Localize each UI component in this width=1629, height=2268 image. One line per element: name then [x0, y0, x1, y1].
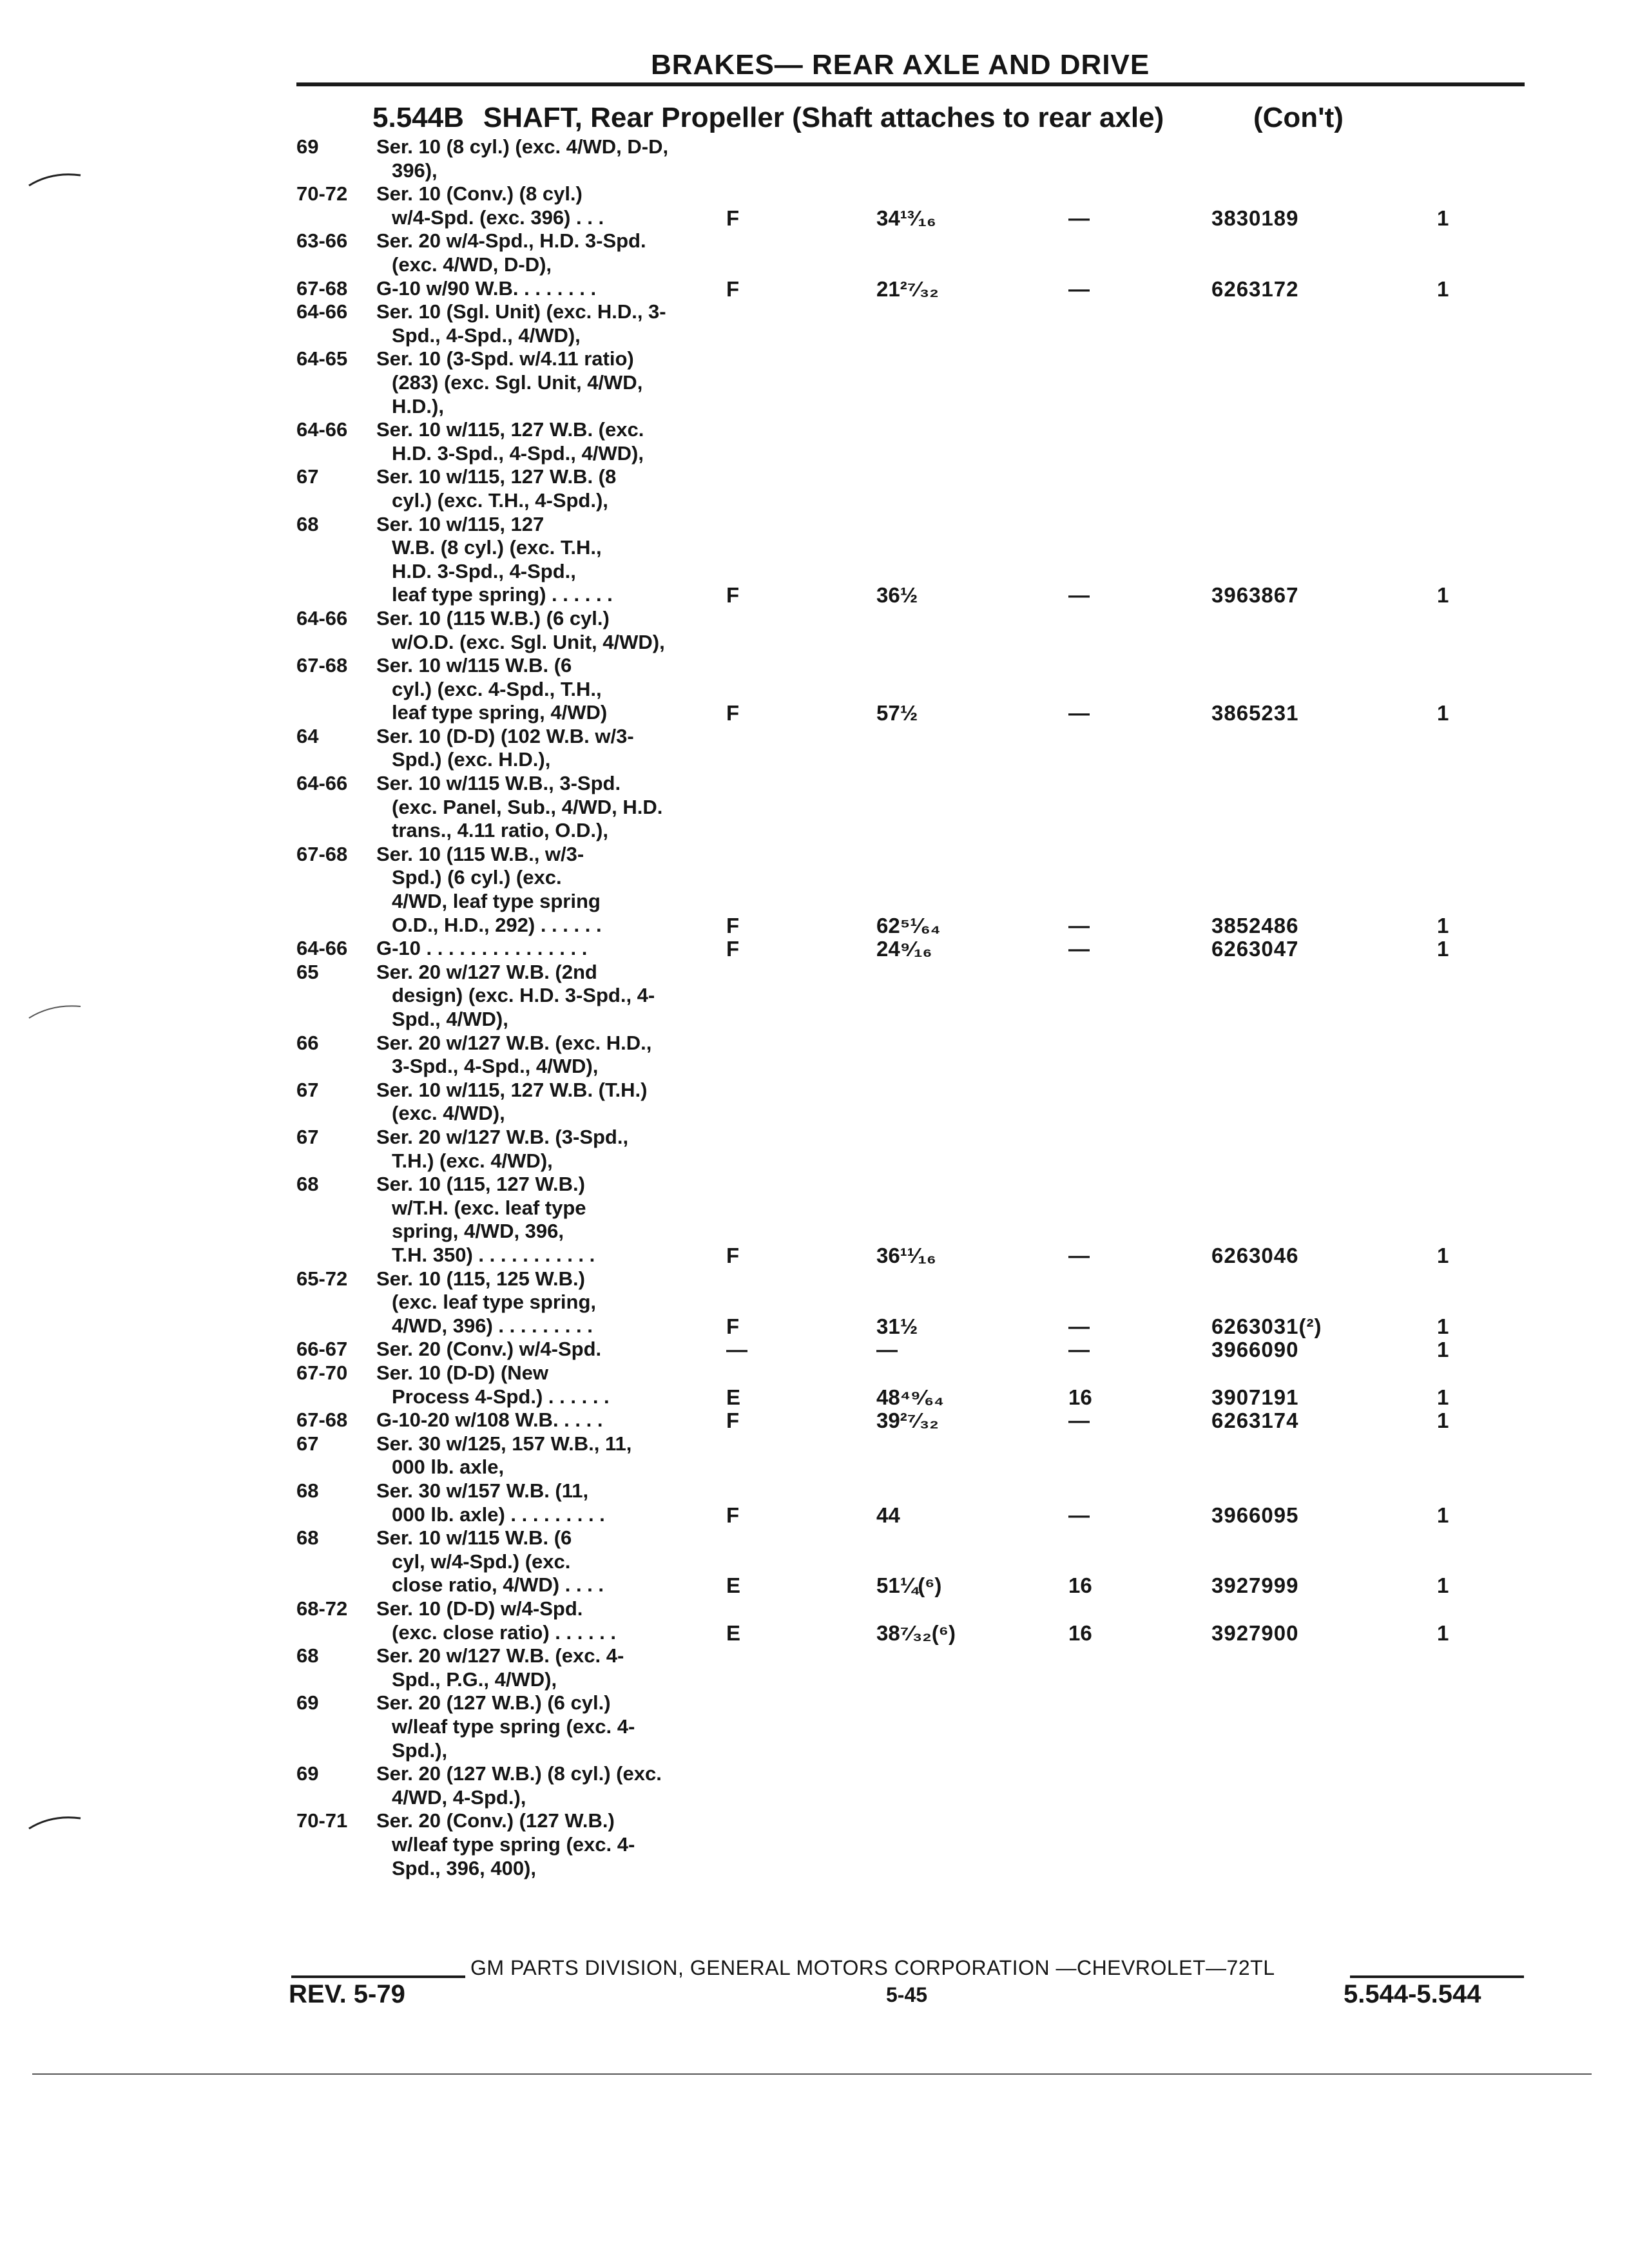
- application-description: [376, 1032, 737, 1079]
- description-line: Ser. 20 (Conv.) w/4-Spd.: [376, 1338, 602, 1361]
- description-line: w/leaf type spring (exc. 4-: [392, 1832, 635, 1856]
- description-line: leaf type spring, 4/WD): [392, 701, 608, 724]
- description-line: close ratio, 4/WD) . . . .: [392, 1573, 604, 1597]
- description-line: Ser. 10 (115 W.B.) (6 cyl.): [376, 606, 610, 629]
- description-line: Ser. 20 w/127 W.B. (exc. 4-: [376, 1644, 624, 1667]
- parts-row: [0, 182, 1629, 229]
- application-description: [376, 1762, 737, 1809]
- quantity: 1: [1437, 1244, 1449, 1268]
- application-description: [376, 1526, 737, 1597]
- description-line: Ser. 10 w/115, 127 W.B. (8: [376, 465, 617, 488]
- model-year: 67: [296, 1126, 319, 1149]
- parts-row: [0, 937, 1629, 961]
- model-year: 68: [296, 512, 319, 535]
- parts-row: [0, 300, 1629, 347]
- description-line: 000 lb. axle,: [392, 1456, 505, 1479]
- description-line: (exc. leaf type spring,: [392, 1291, 596, 1314]
- model-year: 65-72: [296, 1267, 348, 1290]
- footer-publisher: GM PARTS DIVISION, GENERAL MOTORS CORPORATION —CHEVROLET—72TL: [470, 1956, 1275, 1979]
- application-description: [376, 1361, 737, 1408]
- shaft-length: 38⁷⁄₃₂(⁶): [876, 1620, 956, 1645]
- part-number: 3852486: [1211, 913, 1299, 937]
- continued-label: (Con't): [1253, 102, 1344, 133]
- model-year: 66-67: [296, 1338, 348, 1361]
- group-number: —: [1068, 937, 1090, 961]
- description-line: Ser. 10 w/115, 127 W.B. (T.H.): [376, 1078, 648, 1101]
- application-description: [376, 1597, 737, 1644]
- description-line: Ser. 10 (115, 125 W.B.): [376, 1267, 585, 1290]
- application-description: [376, 276, 740, 301]
- group-number: —: [1068, 1503, 1090, 1527]
- group-number: —: [1068, 276, 1090, 301]
- description-line: Spd., 4/WD),: [392, 1008, 508, 1031]
- model-year: 67-68: [296, 1408, 348, 1432]
- application-description: [376, 1408, 740, 1433]
- description-line: O.D., H.D., 292) . . . . . .: [392, 913, 602, 936]
- description-line: 4/WD, 4-Spd.),: [392, 1785, 526, 1809]
- quantity: 1: [1437, 276, 1449, 301]
- application-description: [376, 418, 737, 465]
- model-year: 67: [296, 1432, 319, 1455]
- application-description: [376, 607, 737, 654]
- shaft-type-code: E: [726, 1385, 741, 1409]
- shaft-type-code: F: [726, 276, 740, 301]
- parts-row: [0, 347, 1629, 418]
- parts-row: [0, 135, 1629, 182]
- part-number: 3907191: [1211, 1385, 1299, 1409]
- description-line: G-10 . . . . . . . . . . . . . . .: [376, 937, 588, 960]
- model-year: 64-66: [296, 937, 348, 960]
- description-line: 000 lb. axle) . . . . . . . . .: [392, 1503, 605, 1526]
- shaft-type-code: E: [726, 1573, 741, 1598]
- parts-row: [0, 465, 1629, 512]
- description-line: Ser. 20 w/4-Spd., H.D. 3-Spd.: [376, 229, 646, 253]
- part-number: 6263174: [1211, 1408, 1299, 1433]
- parts-row: [0, 654, 1629, 725]
- parts-row: [0, 772, 1629, 843]
- part-number: 6263047: [1211, 937, 1299, 961]
- description-line: 3-Spd., 4-Spd., 4/WD),: [392, 1055, 599, 1078]
- description-line: (exc. 4/WD, D-D),: [392, 253, 552, 276]
- description-line: trans., 4.11 ratio, O.D.),: [392, 819, 608, 842]
- parts-row: [0, 1126, 1629, 1173]
- description-line: Ser. 20 (127 W.B.) (6 cyl.): [376, 1691, 611, 1715]
- description-line: cyl.) (exc. T.H., 4-Spd.),: [392, 488, 608, 512]
- description-line: Spd.),: [392, 1738, 448, 1762]
- model-year: 64-66: [296, 606, 348, 629]
- part-number: 3865231: [1211, 701, 1299, 726]
- parts-row: [0, 1644, 1629, 1691]
- description-line: G-10 w/90 W.B. . . . . . . .: [376, 276, 597, 300]
- description-line: Ser. 10 (Sgl. Unit) (exc. H.D., 3-: [376, 300, 666, 323]
- quantity: 1: [1437, 701, 1449, 726]
- parts-list: [0, 135, 1629, 1880]
- description-line: 4/WD, 396) . . . . . . . . .: [392, 1314, 593, 1337]
- model-year: 68-72: [296, 1597, 348, 1620]
- application-description: [376, 1432, 737, 1479]
- group-number: —: [1068, 701, 1090, 726]
- parts-row: [0, 843, 1629, 937]
- model-year: 70-72: [296, 182, 348, 206]
- application-description: [376, 347, 737, 418]
- description-line: w/4-Spd. (exc. 396) . . .: [392, 206, 604, 229]
- group-number: —: [1068, 1244, 1090, 1268]
- description-line: Ser. 20 w/127 W.B. (3-Spd.,: [376, 1126, 629, 1149]
- shaft-length: 51¼(⁶): [876, 1573, 942, 1598]
- page-header-title: BRAKES— REAR AXLE AND DRIVE: [651, 49, 1150, 81]
- model-year: 69: [296, 135, 319, 158]
- description-line: Process 4-Spd.) . . . . . .: [392, 1385, 610, 1408]
- part-number: 6263031(²): [1211, 1314, 1322, 1338]
- shaft-type-code: F: [726, 1314, 740, 1338]
- description-line: (exc. 4/WD),: [392, 1102, 505, 1125]
- parts-row: [0, 1526, 1629, 1597]
- shaft-type-code: F: [726, 701, 740, 726]
- application-description: [376, 961, 737, 1032]
- quantity: 1: [1437, 913, 1449, 937]
- description-line: Ser. 30 w/125, 157 W.B., 11,: [376, 1432, 632, 1455]
- model-year: 68: [296, 1173, 319, 1196]
- model-year: 64: [296, 724, 319, 747]
- application-description: [376, 229, 737, 276]
- model-year: 67-68: [296, 276, 348, 300]
- description-line: H.D.),: [392, 394, 444, 418]
- application-description: [376, 512, 740, 608]
- quantity: 1: [1437, 1573, 1449, 1598]
- description-line: H.D. 3-Spd., 4-Spd.,: [392, 559, 576, 582]
- quantity: 1: [1437, 206, 1449, 230]
- model-year: 64-66: [296, 418, 348, 441]
- description-line: 396),: [392, 159, 438, 182]
- shaft-type-code: F: [726, 583, 740, 608]
- page-range: 5.544-5.544: [1344, 1980, 1481, 2008]
- shaft-length: 34¹³⁄₁₆: [876, 206, 936, 230]
- model-year: 67-68: [296, 654, 348, 677]
- description-line: G-10-20 w/108 W.B. . . . .: [376, 1408, 603, 1432]
- model-year: 64-66: [296, 300, 348, 323]
- application-description: [376, 465, 737, 512]
- quantity: 1: [1437, 1385, 1449, 1409]
- parts-row: [0, 1408, 1629, 1432]
- group-number: —: [1068, 913, 1090, 937]
- description-line: spring, 4/WD, 396,: [392, 1220, 564, 1243]
- part-number: 3927900: [1211, 1620, 1299, 1645]
- group-number: —: [1068, 206, 1090, 230]
- description-line: leaf type spring) . . . . . .: [392, 583, 613, 606]
- model-year: 68: [296, 1644, 319, 1667]
- parts-row: [0, 961, 1629, 1032]
- section-number: 5.544B: [372, 102, 464, 133]
- group-number: 16: [1068, 1385, 1092, 1409]
- application-description: [376, 937, 740, 961]
- shaft-type-code: F: [726, 1408, 740, 1433]
- model-year: 66: [296, 1031, 319, 1054]
- part-number: 3927999: [1211, 1573, 1299, 1598]
- description-line: (exc. close ratio) . . . . . .: [392, 1620, 617, 1644]
- application-description: [376, 135, 737, 182]
- header-rule: [296, 82, 1525, 86]
- parts-row: [0, 1338, 1629, 1361]
- parts-row: [0, 1691, 1629, 1762]
- section-name: SHAFT, Rear Propeller (Shaft attaches to rear axle): [483, 102, 1164, 133]
- part-number: 3966090: [1211, 1338, 1299, 1362]
- group-number: 16: [1068, 1573, 1092, 1598]
- shaft-length: —: [876, 1338, 898, 1362]
- model-year: 69: [296, 1762, 319, 1785]
- shaft-type-code: F: [726, 937, 740, 961]
- shaft-type-code: E: [726, 1620, 741, 1645]
- part-number: 6263172: [1211, 276, 1299, 301]
- revision-date: REV. 5-79: [289, 1980, 405, 2008]
- section-title: [372, 102, 1344, 134]
- quantity: 1: [1437, 937, 1449, 961]
- description-line: w/T.H. (exc. leaf type: [392, 1196, 586, 1219]
- quantity: 1: [1437, 1314, 1449, 1338]
- description-line: (283) (exc. Sgl. Unit, 4/WD,: [392, 370, 643, 394]
- model-year: 70-71: [296, 1809, 348, 1832]
- description-line: w/leaf type spring (exc. 4-: [392, 1715, 635, 1738]
- description-line: Spd., P.G., 4/WD),: [392, 1667, 557, 1691]
- parts-row: [0, 1267, 1629, 1338]
- group-number: —: [1068, 1314, 1090, 1338]
- group-number: 16: [1068, 1620, 1092, 1645]
- shaft-length: 44: [876, 1503, 900, 1527]
- part-number: 3830189: [1211, 206, 1299, 230]
- model-year: 64-66: [296, 772, 348, 795]
- shaft-length: 57½: [876, 701, 918, 726]
- model-year: 69: [296, 1691, 319, 1715]
- application-description: [376, 772, 737, 843]
- description-line: Ser. 10 (D-D) (102 W.B. w/3-: [376, 724, 634, 747]
- description-line: Ser. 10 w/115 W.B., 3-Spd.: [376, 772, 621, 795]
- description-line: Ser. 20 w/127 W.B. (2nd: [376, 960, 597, 983]
- description-line: T.H.) (exc. 4/WD),: [392, 1149, 553, 1172]
- parts-row: [0, 1079, 1629, 1126]
- parts-row: [0, 513, 1629, 607]
- footer-rule-left: [291, 1975, 465, 1978]
- binder-hole-mark-icon: [26, 1809, 84, 1835]
- description-line: Spd., 4-Spd., 4/WD),: [392, 323, 581, 347]
- description-line: Ser. 20 (127 W.B.) (8 cyl.) (exc.: [376, 1762, 662, 1785]
- shaft-type-code: —: [726, 1338, 747, 1362]
- group-number: —: [1068, 1408, 1090, 1433]
- description-line: H.D. 3-Spd., 4-Spd., 4/WD),: [392, 441, 644, 465]
- parts-row: [0, 607, 1629, 654]
- parts-row: [0, 418, 1629, 465]
- model-year: 67: [296, 465, 319, 488]
- description-line: Ser. 10 w/115, 127 W.B. (exc.: [376, 418, 644, 441]
- parts-row: [0, 1432, 1629, 1479]
- application-description: [376, 300, 737, 347]
- application-description: [376, 1173, 740, 1268]
- parts-row: [0, 1173, 1629, 1267]
- binder-hole-mark-icon: [26, 166, 84, 192]
- application-description: [376, 654, 740, 726]
- application-description: [376, 1644, 737, 1691]
- parts-row: [0, 1597, 1629, 1644]
- description-line: Ser. 10 (8 cyl.) (exc. 4/WD, D-D,: [376, 135, 669, 158]
- description-line: (exc. Panel, Sub., 4/WD, H.D.: [392, 795, 663, 818]
- shaft-type-code: F: [726, 1503, 740, 1527]
- shaft-length: 24⁹⁄₁₆: [876, 937, 932, 961]
- shaft-type-code: F: [726, 206, 740, 230]
- footer-rule-right: [1350, 1975, 1524, 1978]
- binder-hole-mark-icon: [26, 997, 84, 1023]
- parts-row: [0, 1762, 1629, 1809]
- model-year: 68: [296, 1526, 319, 1550]
- part-number: 3963867: [1211, 583, 1299, 608]
- application-description: [376, 1809, 737, 1880]
- shaft-type-code: F: [726, 913, 740, 937]
- description-line: Ser. 10 (D-D) (New: [376, 1361, 549, 1384]
- application-description: [376, 1479, 740, 1527]
- description-line: cyl.) (exc. 4-Spd., T.H.,: [392, 677, 602, 700]
- application-description: [376, 842, 740, 937]
- description-line: w/O.D. (exc. Sgl. Unit, 4/WD),: [392, 630, 665, 653]
- application-description: [376, 182, 740, 230]
- part-number: 3966095: [1211, 1503, 1299, 1527]
- description-line: Ser. 10 w/115, 127: [376, 512, 545, 535]
- parts-row: [0, 1809, 1629, 1880]
- model-year: 64-65: [296, 347, 348, 370]
- shaft-length: 36¹¹⁄₁₆: [876, 1244, 936, 1268]
- description-line: Ser. 10 (D-D) w/4-Spd.: [376, 1597, 583, 1620]
- quantity: 1: [1437, 1620, 1449, 1645]
- shaft-length: 31½: [876, 1314, 918, 1338]
- description-line: Ser. 10 (115, 127 W.B.): [376, 1173, 585, 1196]
- scan-edge-line: [32, 2073, 1592, 2075]
- application-description: [376, 1126, 737, 1173]
- quantity: 1: [1437, 1338, 1449, 1362]
- quantity: 1: [1437, 1503, 1449, 1527]
- parts-row: [0, 229, 1629, 276]
- shaft-length: 21²⁷⁄₃₂: [876, 276, 939, 301]
- model-year: 65: [296, 960, 319, 983]
- description-line: Spd.) (exc. H.D.),: [392, 748, 551, 771]
- description-line: Spd., 396, 400),: [392, 1856, 536, 1879]
- parts-row: [0, 277, 1629, 301]
- quantity: 1: [1437, 1408, 1449, 1433]
- shaft-length: 36½: [876, 583, 918, 608]
- description-line: Ser. 10 (3-Spd. w/4.11 ratio): [376, 347, 634, 370]
- application-description: [376, 725, 737, 772]
- description-line: T.H. 350) . . . . . . . . . . .: [392, 1244, 595, 1266]
- parts-row: [0, 1479, 1629, 1526]
- group-number: —: [1068, 1338, 1090, 1362]
- shaft-length: 48⁴⁹⁄₆₄: [876, 1385, 944, 1409]
- description-line: Ser. 30 w/157 W.B. (11,: [376, 1479, 589, 1502]
- parts-row: [0, 725, 1629, 772]
- description-line: cyl, w/4-Spd.) (exc.: [392, 1550, 571, 1573]
- part-number: 6263046: [1211, 1244, 1299, 1268]
- description-line: 4/WD, leaf type spring: [392, 890, 601, 913]
- description-line: Ser. 10 w/115 W.B. (6: [376, 654, 572, 677]
- model-year: 67: [296, 1078, 319, 1101]
- description-line: Ser. 10 (Conv.) (8 cyl.): [376, 182, 583, 206]
- description-line: Spd.) (6 cyl.) (exc.: [392, 866, 562, 889]
- model-year: 67-70: [296, 1361, 348, 1384]
- shaft-length: 62⁵¹⁄₆₄: [876, 913, 941, 937]
- shaft-type-code: F: [726, 1244, 740, 1268]
- description-line: Ser. 20 (Conv.) (127 W.B.): [376, 1809, 615, 1832]
- description-line: Ser. 10 (115 W.B., w/3-: [376, 842, 584, 865]
- model-year: 67-68: [296, 842, 348, 865]
- model-year: 63-66: [296, 229, 348, 253]
- application-description: [376, 1691, 737, 1762]
- application-description: [376, 1338, 737, 1361]
- model-year: 68: [296, 1479, 319, 1502]
- description-line: W.B. (8 cyl.) (exc. T.H.,: [392, 536, 602, 559]
- parts-row: [0, 1361, 1629, 1408]
- parts-row: [0, 1032, 1629, 1079]
- quantity: 1: [1437, 583, 1449, 608]
- application-description: [376, 1267, 740, 1338]
- shaft-length: 39²⁷⁄₃₂: [876, 1408, 939, 1433]
- description-line: design) (exc. H.D. 3-Spd., 4-: [392, 984, 655, 1007]
- group-number: —: [1068, 583, 1090, 608]
- page-number: 5-45: [886, 1983, 928, 2006]
- application-description: [376, 1079, 737, 1126]
- description-line: Ser. 10 w/115 W.B. (6: [376, 1526, 572, 1550]
- description-line: Ser. 20 w/127 W.B. (exc. H.D.,: [376, 1031, 652, 1054]
